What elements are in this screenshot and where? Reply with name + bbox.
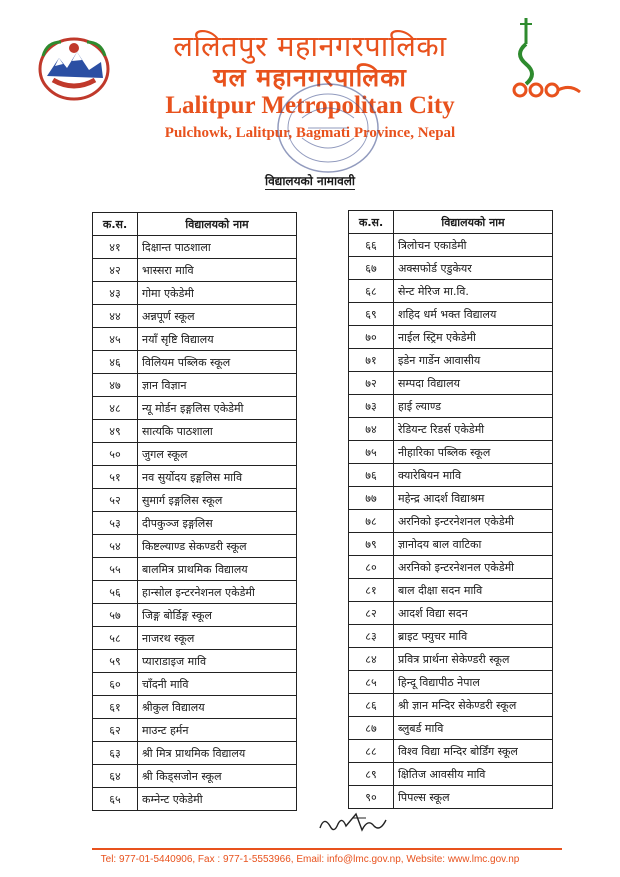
col-header-sn: क.स. [93, 213, 138, 236]
table-row [93, 696, 297, 719]
table-row [93, 673, 297, 696]
table-row [349, 740, 553, 763]
city-name-english: Lalitpur Metropolitan City [165, 92, 455, 119]
serial-number: ४७ [93, 374, 138, 397]
table-row [93, 765, 297, 788]
table-row [93, 742, 297, 765]
table-row [349, 533, 553, 556]
serial-number: ६० [93, 673, 138, 696]
serial-number: ६८ [349, 280, 394, 303]
col-header-sn: क.स. [349, 211, 394, 234]
table-row [349, 257, 553, 280]
school-name: त्रिलोचन एकाडेमी [394, 234, 553, 257]
serial-number: ५७ [93, 604, 138, 627]
serial-number: ४२ [93, 259, 138, 282]
school-name: श्रीकुल विद्यालय [138, 696, 297, 719]
table-row [349, 648, 553, 671]
serial-number: ४५ [93, 328, 138, 351]
table-row [349, 625, 553, 648]
school-name: बालमित्र प्राथमिक विद्यालय [138, 558, 297, 581]
school-list-table-right [348, 210, 553, 809]
table-row [349, 579, 553, 602]
school-name: रेडियन्ट रिडर्स एकेडेमी [394, 418, 553, 441]
footer-divider [92, 848, 562, 850]
serial-number: ८७ [349, 717, 394, 740]
table-row [349, 671, 553, 694]
serial-number: ५० [93, 443, 138, 466]
handwritten-signature-icon [316, 808, 396, 836]
school-list-table-left [92, 212, 297, 811]
table-row [93, 420, 297, 443]
serial-number: ८९ [349, 763, 394, 786]
serial-number: ७४ [349, 418, 394, 441]
table-row [93, 489, 297, 512]
table-row [349, 349, 553, 372]
table-row [93, 788, 297, 811]
serial-number: ७८ [349, 510, 394, 533]
document-title-text: विद्यालयको नामावली [264, 174, 355, 188]
school-name: न्यू मोर्डन इङ्गलिस एकेडेमी [138, 397, 297, 420]
school-name: ज्ञान विज्ञान [138, 374, 297, 397]
table-row [93, 466, 297, 489]
school-name: दीपकुञ्ज इङ्गलिस [138, 512, 297, 535]
table-row [349, 763, 553, 786]
school-name: ब्लुबर्ड मावि [394, 717, 553, 740]
school-name: सेन्ट मेरिज मा.वि. [394, 280, 553, 303]
serial-number: ७२ [349, 372, 394, 395]
serial-number: ५५ [93, 558, 138, 581]
table-row [93, 374, 297, 397]
serial-number: ५६ [93, 581, 138, 604]
letterhead [0, 0, 620, 170]
serial-number: ४६ [93, 351, 138, 374]
school-name: ब्राइट फ्युचर मावि [394, 625, 553, 648]
serial-number: ४४ [93, 305, 138, 328]
table-row [93, 604, 297, 627]
serial-number: ८० [349, 556, 394, 579]
school-name: हान्सोल इन्टरनेशनल एकेडेमी [138, 581, 297, 604]
table-row [349, 694, 553, 717]
school-name: पिपल्स स्कूल [394, 786, 553, 809]
document-title [0, 172, 620, 189]
school-name: नव सुर्योदय इङ्गलिस मावि [138, 466, 297, 489]
school-name: अरनिको इन्टरनेशनल एकेडेमी [394, 510, 553, 533]
city-name-newari: यल महानगरपालिका [213, 63, 407, 92]
school-name: अरनिको इन्टरनेशनल एकेडेमी [394, 556, 553, 579]
school-name: नाजरथ स्कूल [138, 627, 297, 650]
table-row [93, 581, 297, 604]
school-name: श्री मित्र प्राथमिक विद्यालय [138, 742, 297, 765]
school-name: बाल दीक्षा सदन मावि [394, 579, 553, 602]
serial-number: ८६ [349, 694, 394, 717]
table-row [349, 556, 553, 579]
serial-number: ७९ [349, 533, 394, 556]
serial-number: ५२ [93, 489, 138, 512]
school-name: सात्यकि पाठशाला [138, 420, 297, 443]
serial-number: ६२ [93, 719, 138, 742]
school-name: माउन्ट हर्मन [138, 719, 297, 742]
serial-number: ५८ [93, 627, 138, 650]
city-name-nepali: ललितपुर महानगरपालिका [173, 29, 447, 63]
table-row [93, 719, 297, 742]
col-header-name: विद्यालयको नाम [138, 213, 297, 236]
school-name: ज्ञानोदय बाल वाटिका [394, 533, 553, 556]
kumari-symbol-icon [506, 14, 586, 104]
serial-number: ४८ [93, 397, 138, 420]
serial-number: ७० [349, 326, 394, 349]
school-name: शहिद धर्म भक्त विद्यालय [394, 303, 553, 326]
table-row [349, 280, 553, 303]
city-address: Pulchowk, Lalitpur, Bagmati Province, Nepal [164, 125, 456, 141]
table-row [349, 418, 553, 441]
table-row [349, 234, 553, 257]
school-name: नयाँ सृष्टि विद्यालय [138, 328, 297, 351]
school-name: श्री ज्ञान मन्दिर सेकेण्डरी स्कूल [394, 694, 553, 717]
table-row [93, 259, 297, 282]
table-header-row [93, 213, 297, 236]
table-row [349, 464, 553, 487]
table-row [93, 443, 297, 466]
school-name: चाँदनी मावि [138, 673, 297, 696]
school-name: प्याराडाइज मावि [138, 650, 297, 673]
school-name: महेन्द्र आदर्श विद्याश्रम [394, 487, 553, 510]
serial-number: ५३ [93, 512, 138, 535]
office-stamp-icon [272, 78, 384, 178]
serial-number: ६४ [93, 765, 138, 788]
school-name: हिन्दू विद्यापीठ नेपाल [394, 671, 553, 694]
serial-number: ५१ [93, 466, 138, 489]
table-row [349, 326, 553, 349]
serial-number: ७३ [349, 395, 394, 418]
school-name: नीहारिका पब्लिक स्कूल [394, 441, 553, 464]
school-name: नाईल स्ट्रिम एकेडेमी [394, 326, 553, 349]
school-name: अन्नपूर्ण स्कूल [138, 305, 297, 328]
school-name: भास्सरा मावि [138, 259, 297, 282]
school-name: क्षितिज आवसीय मावि [394, 763, 553, 786]
table-row [93, 351, 297, 374]
serial-number: ८५ [349, 671, 394, 694]
school-name: सम्पदा विद्यालय [394, 372, 553, 395]
school-name: प्रवित्र प्रार्थना सेकेण्डरी स्कूल [394, 648, 553, 671]
serial-number: ७६ [349, 464, 394, 487]
serial-number: ८४ [349, 648, 394, 671]
table-row [93, 535, 297, 558]
table-row [93, 397, 297, 420]
table-row [349, 602, 553, 625]
school-name: जुगल स्कूल [138, 443, 297, 466]
table-row [93, 236, 297, 259]
school-name: हाई ल्याण्ड [394, 395, 553, 418]
serial-number: ८८ [349, 740, 394, 763]
table-row [349, 395, 553, 418]
serial-number: ७१ [349, 349, 394, 372]
serial-number: ६१ [93, 696, 138, 719]
school-name: आदर्श विद्या सदन [394, 602, 553, 625]
serial-number: ७५ [349, 441, 394, 464]
school-name: क्यारेबियन मावि [394, 464, 553, 487]
table-row [93, 650, 297, 673]
serial-number: ६७ [349, 257, 394, 280]
serial-number: ८२ [349, 602, 394, 625]
serial-number: ४९ [93, 420, 138, 443]
serial-number: ५४ [93, 535, 138, 558]
serial-number: ९० [349, 786, 394, 809]
serial-number: ६६ [349, 234, 394, 257]
table-row [349, 786, 553, 809]
table-row [349, 487, 553, 510]
school-name: किष्टल्याण्ड सेकण्डरी स्कूल [138, 535, 297, 558]
table-row [349, 441, 553, 464]
school-name: जिङ्ग बोर्डिङ्ग स्कूल [138, 604, 297, 627]
table-header-row [349, 211, 553, 234]
school-name: दिक्षान्त पाठशाला [138, 236, 297, 259]
table-row [93, 627, 297, 650]
table-row [93, 282, 297, 305]
table-row [93, 328, 297, 351]
footer-contact: Tel: 977-01-5440906, Fax : 977-1-5553966, Email: info@lmc.gov.np, Website: www.lmc.gov.np [100, 854, 520, 865]
table-row [349, 717, 553, 740]
serial-number: ६९ [349, 303, 394, 326]
serial-number: ४१ [93, 236, 138, 259]
school-name: अक्सफोर्ड एडुकेयर [394, 257, 553, 280]
school-name: श्री किड्सजोन स्कूल [138, 765, 297, 788]
table-row [349, 372, 553, 395]
serial-number: ७७ [349, 487, 394, 510]
serial-number: ८१ [349, 579, 394, 602]
serial-number: ८३ [349, 625, 394, 648]
school-name: विश्व विद्या मन्दिर बोर्डिंग स्कूल [394, 740, 553, 763]
school-name: गोमा एकेडेमी [138, 282, 297, 305]
col-header-name: विद्यालयको नाम [394, 211, 553, 234]
school-name: विलियम पब्लिक स्कूल [138, 351, 297, 374]
school-name: इडेन गार्डेन आवासीय [394, 349, 553, 372]
table-row [93, 512, 297, 535]
serial-number: ५९ [93, 650, 138, 673]
serial-number: ६३ [93, 742, 138, 765]
school-name: सुमार्ग इङ्गलिस स्कूल [138, 489, 297, 512]
school-name: कम्नेन्ट एकेडेमी [138, 788, 297, 811]
serial-number: ६५ [93, 788, 138, 811]
table-row [349, 303, 553, 326]
serial-number: ४३ [93, 282, 138, 305]
table-row [93, 558, 297, 581]
table-row [349, 510, 553, 533]
table-row [93, 305, 297, 328]
